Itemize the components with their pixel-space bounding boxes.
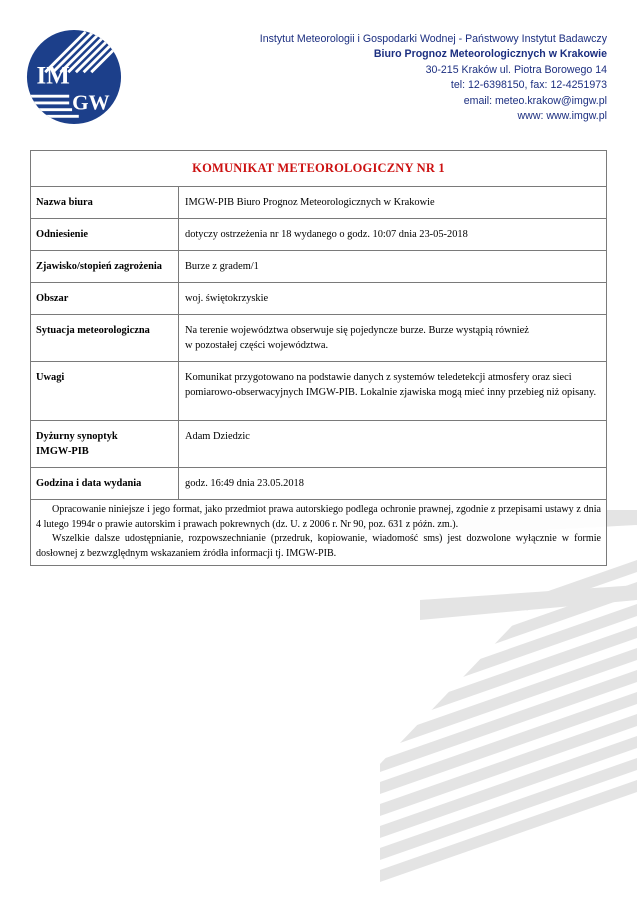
- row-value: Na terenie województwa obserwuje się pojedyncze burze. Burze wystąpią również w pozostałej części województwa.: [185, 325, 529, 351]
- table-row: [31, 283, 606, 315]
- logo-text-im: IM: [36, 62, 70, 90]
- row-value: dotyczy ostrzeżenia nr 18 wydanego o godz. 10:07 dnia 23-05-2018: [185, 229, 468, 240]
- table-row: [31, 421, 606, 468]
- row-label: Uwagi: [31, 362, 179, 420]
- office-name: Biuro Prognoz Meteorologicznych w Krakowie: [373, 48, 607, 61]
- website[interactable]: www: www.imgw.pl: [517, 110, 607, 123]
- copyright-paragraph: Opracowanie niniejsze i jego format, jako przedmiot prawa autorskiego podlega ochronie prawnej, zgodnie z przepisami ustawy z dnia 4 lutego 1994r o prawie autorskim i prawach pokrewnych (dz. U. z 2006 r. Nr 90, poz. 631 z późn. zm.).: [36, 504, 601, 530]
- row-label: Godzina i data wydania: [31, 468, 179, 499]
- row-label: Dyżurny synoptyk IMGW-PIB: [31, 421, 179, 467]
- table-row: [31, 187, 606, 219]
- row-value: Komunikat przygotowano na podstawie danych z systemów teledetekcji atmosfery oraz sieci pomiarowo-obserwacyjnych IMGW-PIB. Lokalnie zjawiska mogą mieć inny przebieg niż opisany.: [185, 372, 597, 398]
- phone-fax: tel: 12-6398150, fax: 12-4251973: [450, 79, 607, 92]
- row-value: woj. świętokrzyskie: [185, 293, 269, 304]
- logo-text-gw: GW: [72, 90, 110, 115]
- distribution-paragraph: Wszelkie dalsze udostępnianie, rozpowszechnianie (przedruk, kopiowanie, wiadomość sms) jest dozwolone wyłącznie w formie dosłownej z bezwzględnym wskazaniem źródła informacji tj. IMGW-PIB.: [36, 533, 601, 559]
- row-label: Obszar: [31, 283, 179, 314]
- copyright-notice: [31, 500, 606, 565]
- row-value: Adam Dziedzic: [185, 431, 250, 442]
- row-label: Nazwa biura: [31, 187, 179, 218]
- table-row: [31, 362, 606, 421]
- row-value: Burze z gradem/1: [185, 261, 259, 272]
- email[interactable]: email: meteo.krakow@imgw.pl: [463, 94, 607, 107]
- table-row: [31, 251, 606, 283]
- row-value: godz. 16:49 dnia 23.05.2018: [185, 478, 304, 489]
- communique-table: [30, 150, 607, 566]
- row-label: Odniesienie: [31, 219, 179, 250]
- table-row: [31, 219, 606, 251]
- address: 30-215 Kraków ul. Piotra Borowego 14: [425, 63, 607, 76]
- row-label: Zjawisko/stopień zagrożenia: [31, 251, 179, 282]
- row-label: Sytuacja meteorologiczna: [31, 315, 179, 361]
- table-row: [31, 468, 606, 500]
- row-value: IMGW-PIB Biuro Prognoz Meteorologicznych w Krakowie: [185, 197, 435, 208]
- imgw-logo-icon: [26, 29, 122, 125]
- table-row: [31, 315, 606, 362]
- institution-header: [260, 32, 607, 124]
- communique-title: KOMUNIKAT METEOROLOGICZNY NR 1: [31, 151, 606, 187]
- institution-name: Instytut Meteorologii i Gospodarki Wodnej - Państwowy Instytut Badawczy: [259, 33, 607, 45]
